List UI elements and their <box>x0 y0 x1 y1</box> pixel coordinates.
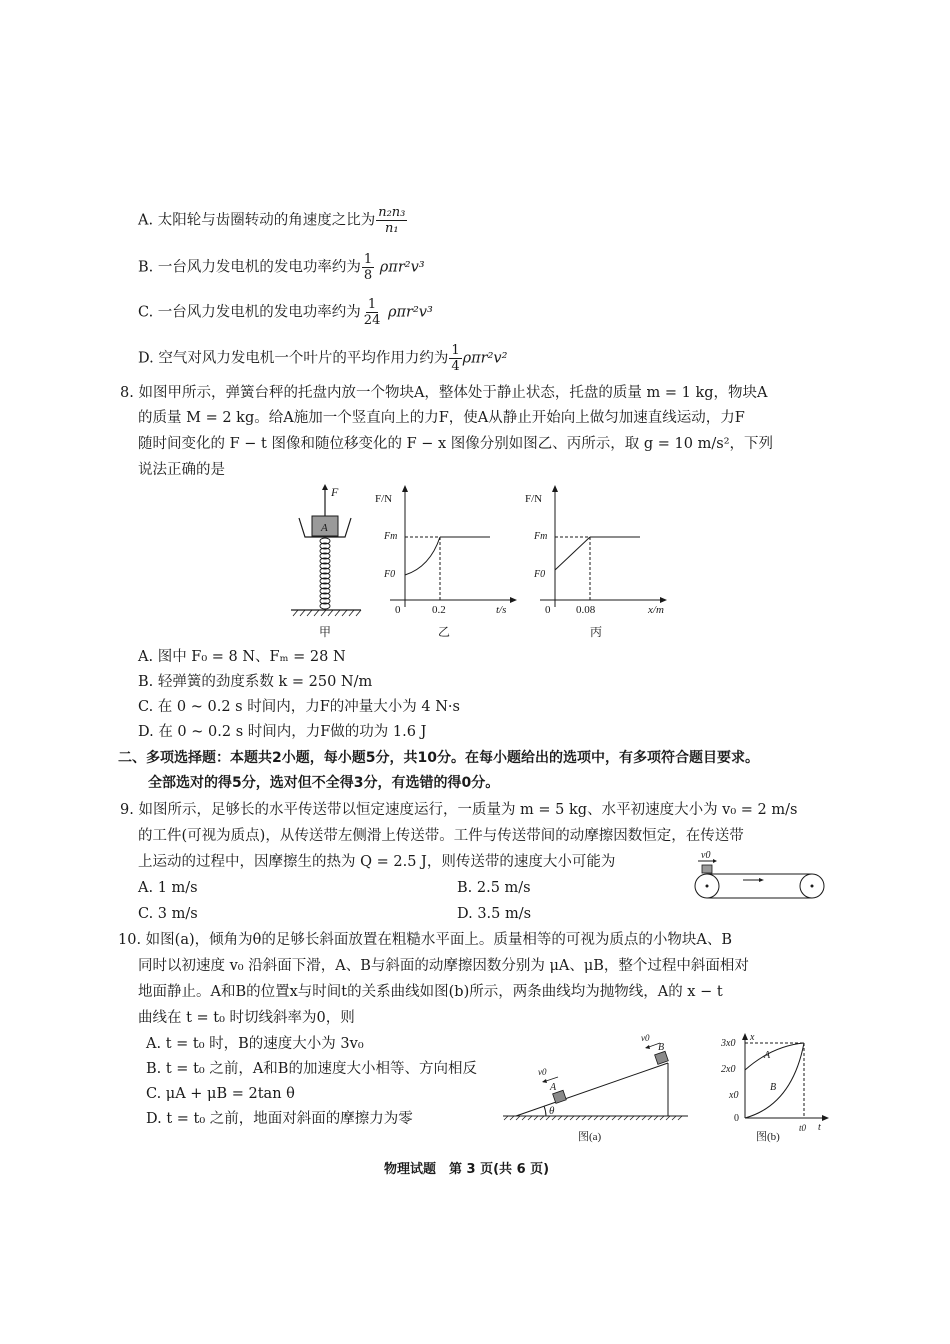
q9-stem-line: 9. 如图所示，足够长的水平传送带以恒定速度运行，一质量为 m = 5 kg、水平初速度大小为 v₀ = 2 m/s <box>120 802 798 818</box>
denominator: 4 <box>451 359 460 374</box>
svg-text:F/N: F/N <box>525 493 543 505</box>
q7-option-c <box>138 297 433 328</box>
denominator: 8 <box>363 268 373 283</box>
svg-text:2x0: 2x0 <box>721 1064 736 1075</box>
svg-text:丙: 丙 <box>590 625 603 639</box>
svg-text:B: B <box>658 1042 665 1053</box>
figure-a-incline <box>498 1030 693 1148</box>
svg-text:t: t <box>818 1122 821 1133</box>
figure-yi-f-t-graph <box>370 482 520 642</box>
svg-text:A: A <box>764 1050 771 1061</box>
option-text: C. 一台风力发电机的发电功率约为 <box>138 304 361 321</box>
q10-stem-line: 地面静止。A和B的位置x与时间t的关系曲线如图(b)所示，两条曲线均为抛物线，A的 x − t <box>138 984 723 1000</box>
q9-option-a: A. 1 m/s <box>138 880 198 896</box>
svg-text:0.2: 0.2 <box>432 604 446 616</box>
q8-option-a: A. 图中 F₀ = 8 N、Fₘ = 28 N <box>138 649 346 665</box>
q10-stem-line: 同时以初速度 v₀ 沿斜面下滑，A、B与斜面的动摩擦因数分别为 μA、μB，整个过程中斜面相对 <box>138 958 749 974</box>
q7-option-a <box>138 205 408 236</box>
svg-text:θ: θ <box>549 1105 555 1117</box>
svg-text:A: A <box>321 522 328 534</box>
section-2-subheading: 全部选对的得5分，选对但不全得3分，有选错的得0分。 <box>148 775 500 791</box>
svg-text:x/m: x/m <box>648 604 664 616</box>
fraction <box>449 343 461 374</box>
svg-text:B: B <box>770 1082 777 1093</box>
denominator: 24 <box>363 313 381 328</box>
numerator: 1 <box>451 343 460 358</box>
page-footer: 物理试题 第 3 页(共 6 页) <box>384 1162 550 1177</box>
svg-text:F: F <box>331 485 339 499</box>
svg-text:甲: 甲 <box>319 625 332 639</box>
svg-text:t/s: t/s <box>496 604 507 616</box>
q8-stem-line: 随时间变化的 F − t 图像和随位移变化的 F − x 图像分别如图乙、丙所示，取 g = 10 m/s²，下列 <box>138 436 774 452</box>
q10-option-b: B. t = t₀ 之前，A和B的加速度大小相等、方向相反 <box>146 1061 477 1077</box>
numerator: 1 <box>367 297 377 312</box>
q7-option-b <box>138 252 425 283</box>
denominator: n₁ <box>384 221 399 236</box>
svg-text:Fm: Fm <box>534 531 548 542</box>
svg-text:t0: t0 <box>799 1123 807 1133</box>
numerator: 1 <box>363 252 373 267</box>
svg-text:v0: v0 <box>701 850 711 861</box>
section-2-heading: 二、多项选择题：本题共2小题，每小题5分，共10分。在每小题给出的选项中，有多项符合题目要求。 <box>118 750 759 766</box>
option-text: D. 空气对风力发电机一个叶片的平均作用力约为 <box>138 350 449 367</box>
fraction <box>376 205 407 236</box>
svg-text:x: x <box>750 1032 755 1043</box>
svg-text:F0: F0 <box>534 569 546 580</box>
q10-stem-line: 曲线在 t = t₀ 时切线斜率为0，则 <box>138 1010 355 1026</box>
q8-option-b: B. 轻弹簧的劲度系数 k = 250 N/m <box>138 674 373 690</box>
svg-text:图(b): 图(b) <box>756 1131 780 1143</box>
q8-stem-line: 的质量 M = 2 kg。给A施加一个竖直向上的力F，使A从静止开始向上做匀加速直线运动，力F <box>138 410 745 426</box>
option-text: A. 太阳轮与齿圈转动的角速度之比为 <box>138 212 376 229</box>
svg-text:3x0: 3x0 <box>721 1038 736 1049</box>
q10-option-d: D. t = t₀ 之前，地面对斜面的摩擦力为零 <box>146 1111 413 1127</box>
q9-stem-line: 的工件(可视为质点)，从传送带左侧滑上传送带。工件与传送带间的动摩擦因数恒定，在传送带 <box>138 828 744 844</box>
svg-text:v0: v0 <box>538 1067 547 1077</box>
numerator: n₂n₃ <box>378 205 406 220</box>
svg-text:F0: F0 <box>384 569 396 580</box>
q9-option-c: C. 3 m/s <box>138 906 198 922</box>
svg-text:0: 0 <box>734 1113 739 1124</box>
svg-text:图(a): 图(a) <box>578 1131 602 1143</box>
figure-conveyor-belt <box>685 847 830 905</box>
figure-b-x-t-graph <box>712 1030 837 1148</box>
q10-option-c: C. μA + μB = 2tan θ <box>146 1086 295 1102</box>
q7-option-d <box>138 343 507 374</box>
figure-jia-spring-scale <box>285 482 375 642</box>
q9-option-b: B. 2.5 m/s <box>457 880 531 896</box>
q8-option-d: D. 在 0 ~ 0.2 s 时间内，力F做的功为 1.6 J <box>138 724 427 740</box>
q8-option-c: C. 在 0 ~ 0.2 s 时间内，力F的冲量大小为 4 N·s <box>138 699 460 715</box>
q10-stem-line: 10. 如图(a)，倾角为θ的足够长斜面放置在粗糙水平面上。质量相等的可视为质点的小物块A、B <box>118 932 732 948</box>
formula-tail: ρπr²v³ <box>387 304 433 321</box>
fraction <box>362 297 383 328</box>
svg-text:0: 0 <box>545 604 551 616</box>
figure-bing-f-x-graph <box>520 482 675 642</box>
q9-stem-line: 上运动的过程中，因摩擦生的热为 Q = 2.5 J，则传送带的速度大小可能为 <box>138 854 616 870</box>
q8-stem-line: 8. 如图甲所示，弹簧台秤的托盘内放一个物块A，整体处于静止状态，托盘的质量 m = 1 kg，物块A <box>120 385 768 401</box>
formula-tail: ρπr²v² <box>462 350 508 367</box>
svg-text:0.08: 0.08 <box>576 604 596 616</box>
option-text: B. 一台风力发电机的发电功率约为 <box>138 259 361 276</box>
q8-stem-line: 说法正确的是 <box>138 462 225 478</box>
svg-text:乙: 乙 <box>438 625 451 639</box>
svg-text:A: A <box>550 1082 557 1093</box>
svg-text:v0: v0 <box>641 1033 650 1043</box>
svg-text:Fm: Fm <box>384 531 398 542</box>
svg-text:F/N: F/N <box>375 493 393 505</box>
q10-option-a: A. t = t₀ 时，B的速度大小为 3v₀ <box>146 1036 364 1052</box>
svg-text:0: 0 <box>395 604 401 616</box>
fraction <box>362 252 374 283</box>
svg-text:x0: x0 <box>729 1090 739 1101</box>
formula-tail: ρπr²v³ <box>379 259 425 276</box>
q9-option-d: D. 3.5 m/s <box>457 906 532 922</box>
